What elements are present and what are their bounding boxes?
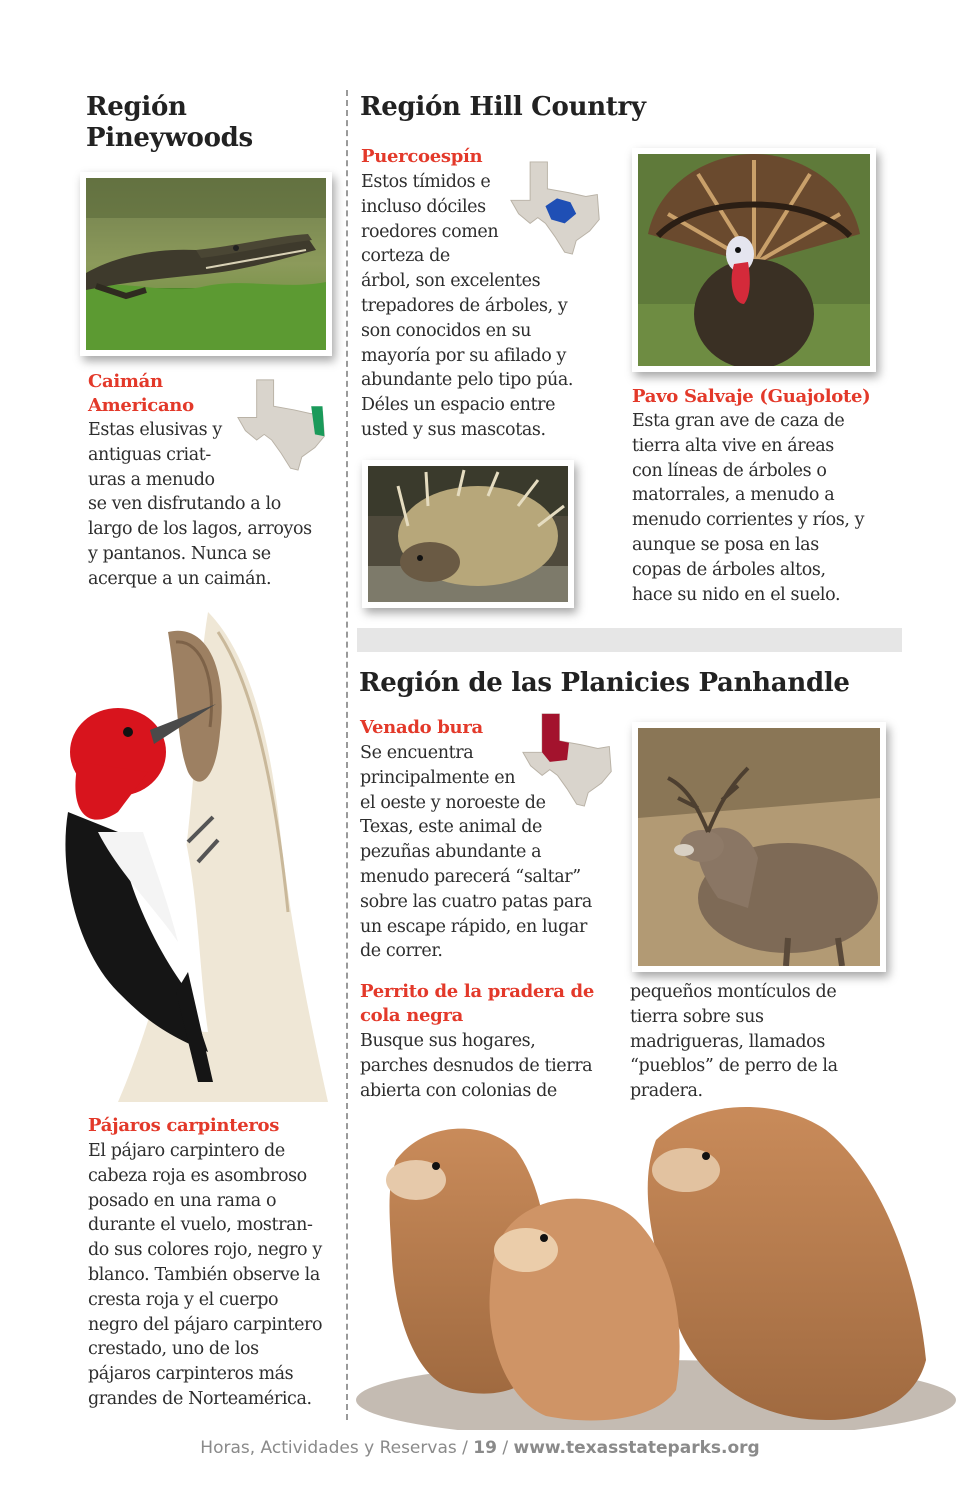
woodpecker-text-line: negro del pájaro carpintero — [88, 1314, 323, 1335]
alligator-text — [88, 418, 312, 592]
turkey-text-line: aunque se posa en las — [632, 534, 819, 555]
page-footer — [0, 1438, 960, 1458]
prairie-dog-text-line: tierra sobre sus — [630, 1006, 764, 1027]
alligator-text-line: antiguas criat- — [88, 444, 211, 465]
prairie-dog-text-line: Busque sus hogares, — [360, 1031, 536, 1051]
prairie-dog-text-line: parches desnudos de tierra — [360, 1055, 593, 1076]
woodpecker-text-line: cresta roja y el cuerpo — [88, 1289, 279, 1310]
turkey-text-line: tierra alta vive en áreas — [632, 435, 834, 456]
alligator-text-line: Estas elusivas y — [88, 420, 222, 440]
woodpecker-text-line: pájaros carpinteros más — [88, 1364, 294, 1385]
woodpecker-text-line: posado en una rama o — [88, 1190, 277, 1211]
deer-text-line: de correr. — [360, 941, 443, 962]
porcupine-text-line: Déles un espacio entre — [361, 395, 556, 416]
porcupine-text-line: mayoría por su afilado y — [361, 345, 567, 366]
alligator-text-line: uras a menudo — [88, 469, 215, 490]
woodpecker-text-line: cabeza roja es asombroso — [88, 1165, 307, 1186]
woodpecker-text-line: blanco. También observe la — [88, 1264, 320, 1285]
woodpecker-text-line: grandes de Norteamérica. — [88, 1388, 312, 1409]
turkey-text-line: con líneas de árboles o — [632, 460, 827, 481]
woodpecker-illustration — [58, 612, 338, 1102]
turkey-text-line: matorrales, a menudo a — [632, 485, 835, 506]
porcupine-heading: Puercoespín — [361, 146, 483, 167]
prairie-dog-text-right — [630, 980, 838, 1104]
porcupine-text-line: roedores comen — [361, 221, 499, 242]
pineywoods-title-line1: Región — [86, 92, 187, 122]
deer-text-line: el oeste y noroeste de — [360, 792, 546, 813]
porcupine-text-line: trepadores de árboles, y — [361, 295, 568, 316]
deer-text-line: Texas, este animal de — [360, 817, 543, 838]
prairie-dog-text-line: “pueblos” de perro de la — [630, 1056, 838, 1077]
deer-heading: Venado bura — [360, 717, 483, 738]
porcupine-text-line: abundante pelo tipo púa. — [361, 370, 574, 391]
turkey-text-line: Esta gran ave de caza de — [632, 411, 845, 431]
footer-url-link[interactable]: www.texasstateparks.org — [513, 1438, 760, 1458]
prairie-dog-heading — [360, 980, 594, 1028]
woodpecker-text-line: do sus colores rojo, negro y — [88, 1240, 322, 1261]
footer-separator: / — [462, 1438, 468, 1458]
deer-text-line: un escape rápido, en lugar — [360, 916, 587, 937]
porcupine-text-line: incluso dóciles — [361, 196, 486, 217]
deer-text-line: menudo parecerá “saltar” — [360, 866, 581, 887]
column-divider — [346, 90, 348, 1420]
alligator-heading-line1: Caimán — [88, 371, 163, 392]
prairie-dog-text-line: pequeños montículos de — [630, 982, 837, 1002]
porcupine-text-line: son conocidos en su — [361, 320, 532, 341]
woodpecker-text — [88, 1139, 322, 1412]
alligator-photo — [80, 172, 332, 356]
prairie-dog-text-line: madrigueras, llamados — [630, 1031, 825, 1052]
alligator-heading — [88, 370, 194, 418]
turkey-text-line: copas de árboles altos, — [632, 559, 826, 580]
alligator-text-line: se ven disfrutando a lo — [88, 494, 281, 515]
footer-separator: / — [502, 1438, 509, 1458]
prairie-dogs-photo — [356, 1100, 960, 1430]
pineywoods-title-line2: Pineywoods — [86, 123, 253, 153]
section-divider — [357, 628, 902, 652]
page-number: 19 — [473, 1438, 497, 1458]
porcupine-text-line: Estos tímidos e — [361, 172, 491, 192]
footer-label: Horas, Actividades y Reservas — [200, 1438, 457, 1458]
deer-text-line: pezuñas abundante a — [360, 842, 542, 863]
panhandle-title: Región de las Planicies Panhandle — [359, 668, 850, 698]
woodpecker-text-line: durante el vuelo, mostran- — [88, 1215, 313, 1236]
hill-country-title: Región Hill Country — [360, 92, 646, 122]
porcupine-text-line: usted y sus mascotas. — [361, 419, 546, 440]
deer-photo — [632, 722, 886, 972]
alligator-text-line: largo de los lagos, arroyos — [88, 519, 312, 540]
prairie-dog-text-left — [360, 1029, 592, 1103]
turkey-text — [632, 409, 864, 607]
turkey-text-line: menudo corrientes y ríos, y — [632, 510, 865, 531]
deer-text-line: Se encuentra — [360, 743, 474, 763]
alligator-text-line: y pantanos. Nunca se — [88, 543, 271, 564]
porcupine-text-line: árbol, son excelentes — [361, 271, 541, 292]
woodpecker-heading: Pájaros carpinteros — [88, 1115, 280, 1136]
prairie-dog-heading-line1: Perrito de la pradera de — [360, 981, 594, 1002]
deer-text — [360, 741, 592, 964]
porcupine-text-line: corteza de — [361, 246, 450, 267]
deer-text-line: sobre las cuatro patas para — [360, 891, 592, 912]
prairie-dog-heading-line2: cola negra — [360, 1005, 464, 1026]
prairie-dog-text-line: abierta con colonias de — [360, 1080, 557, 1101]
turkey-photo — [632, 148, 876, 372]
porcupine-photo — [362, 460, 574, 608]
porcupine-text — [361, 170, 573, 443]
woodpecker-text-line: crestado, uno de los — [88, 1339, 259, 1360]
alligator-heading-line2: Americano — [88, 395, 194, 416]
deer-text-line: principalmente en — [360, 767, 516, 788]
prairie-dog-text-line: pradera. — [630, 1081, 703, 1102]
alligator-text-line: acerque a un caimán. — [88, 568, 272, 589]
pineywoods-title — [86, 92, 253, 154]
turkey-heading: Pavo Salvaje (Guajolote) — [632, 386, 871, 407]
turkey-text-line: hace su nido en el suelo. — [632, 584, 841, 605]
woodpecker-text-line: El pájaro carpintero de — [88, 1141, 285, 1161]
